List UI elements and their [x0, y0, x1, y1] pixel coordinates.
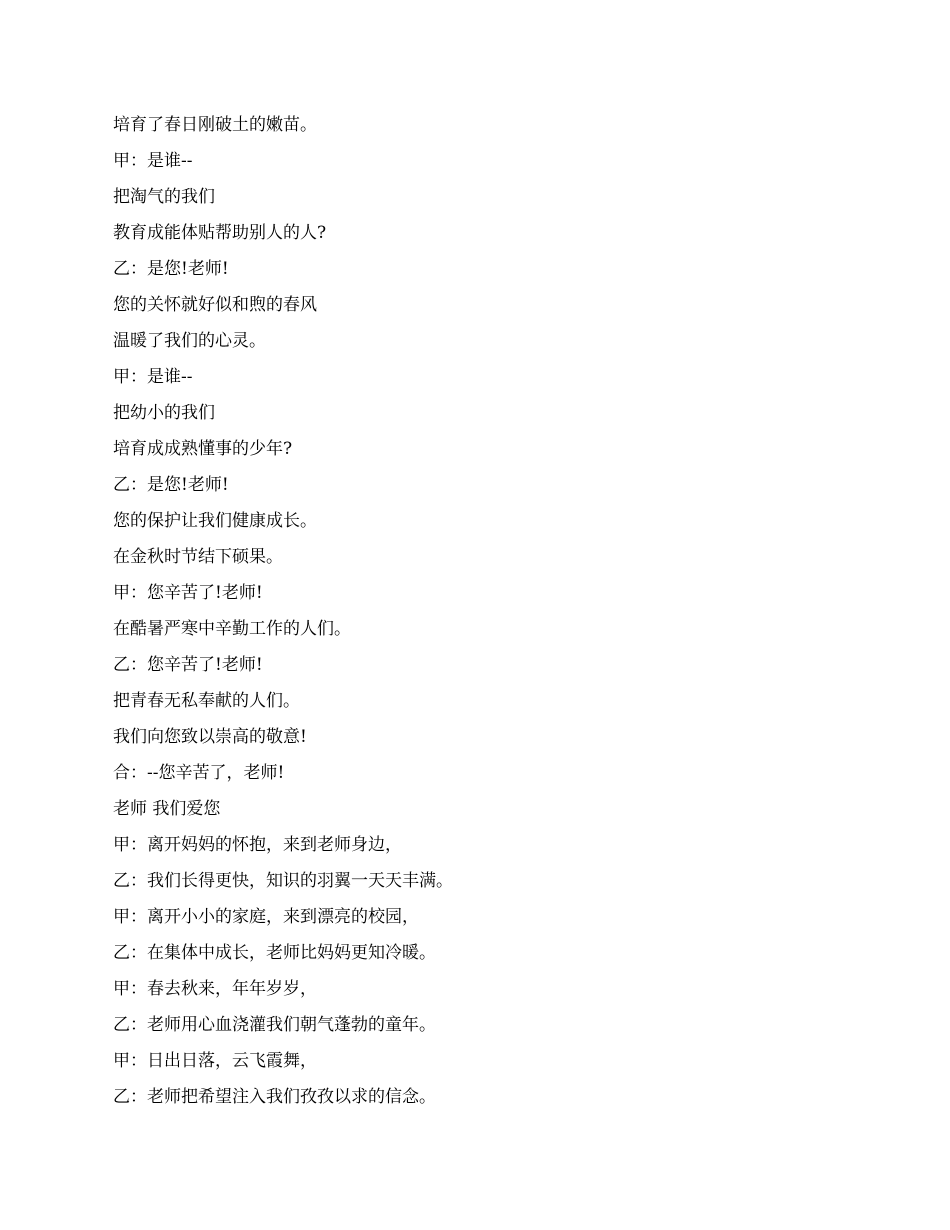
- text-line: 乙：是您!老师!: [113, 259, 229, 279]
- text-line: 乙：是您!老师!: [113, 475, 229, 495]
- text-line: 乙：我们长得更快，知识的羽翼一天天丰满。: [113, 871, 453, 891]
- text-line: 您的关怀就好似和煦的春风: [113, 295, 317, 315]
- document-body: [113, 110, 873, 1118]
- text-line: 您的保护让我们健康成长。: [113, 511, 317, 531]
- text-line: 合：--您辛苦了，老师!: [113, 763, 285, 783]
- text-line: 甲：您辛苦了!老师!: [113, 583, 263, 603]
- text-line: 培育了春日刚破土的嫩苗。: [113, 115, 317, 135]
- text-line: 乙：您辛苦了!老师!: [113, 655, 263, 675]
- text-line: 把青春无私奉献的人们。: [113, 691, 300, 711]
- text-line: 甲：是谁--: [113, 151, 193, 171]
- text-line: 老师 我们爱您: [113, 799, 221, 819]
- text-line: 甲：离开妈妈的怀抱，来到老师身边，: [113, 835, 402, 855]
- text-line: 温暖了我们的心灵。: [113, 331, 266, 351]
- text-line: 乙：老师把希望注入我们孜孜以求的信念。: [113, 1087, 436, 1107]
- text-line: 我们向您致以崇高的敬意!: [113, 727, 307, 747]
- text-line: 乙：在集体中成长，老师比妈妈更知冷暖。: [113, 943, 436, 963]
- text-line: 在金秋时节结下硕果。: [113, 547, 283, 567]
- text-line: 把淘气的我们: [113, 187, 215, 207]
- text-line: 甲：春去秋来，年年岁岁，: [113, 979, 317, 999]
- text-line: 甲：是谁--: [113, 367, 193, 387]
- text-line: 甲：离开小小的家庭，来到漂亮的校园，: [113, 907, 419, 927]
- text-line: 在酷暑严寒中辛勤工作的人们。: [113, 619, 351, 639]
- text-line: 把幼小的我们: [113, 403, 215, 423]
- text-line: 甲：日出日落，云飞霞舞，: [113, 1051, 317, 1071]
- text-line: 教育成能体贴帮助别人的人?: [113, 223, 327, 243]
- text-line: 培育成成熟懂事的少年?: [113, 439, 293, 459]
- text-line: 乙：老师用心血浇灌我们朝气蓬勃的童年。: [113, 1015, 436, 1035]
